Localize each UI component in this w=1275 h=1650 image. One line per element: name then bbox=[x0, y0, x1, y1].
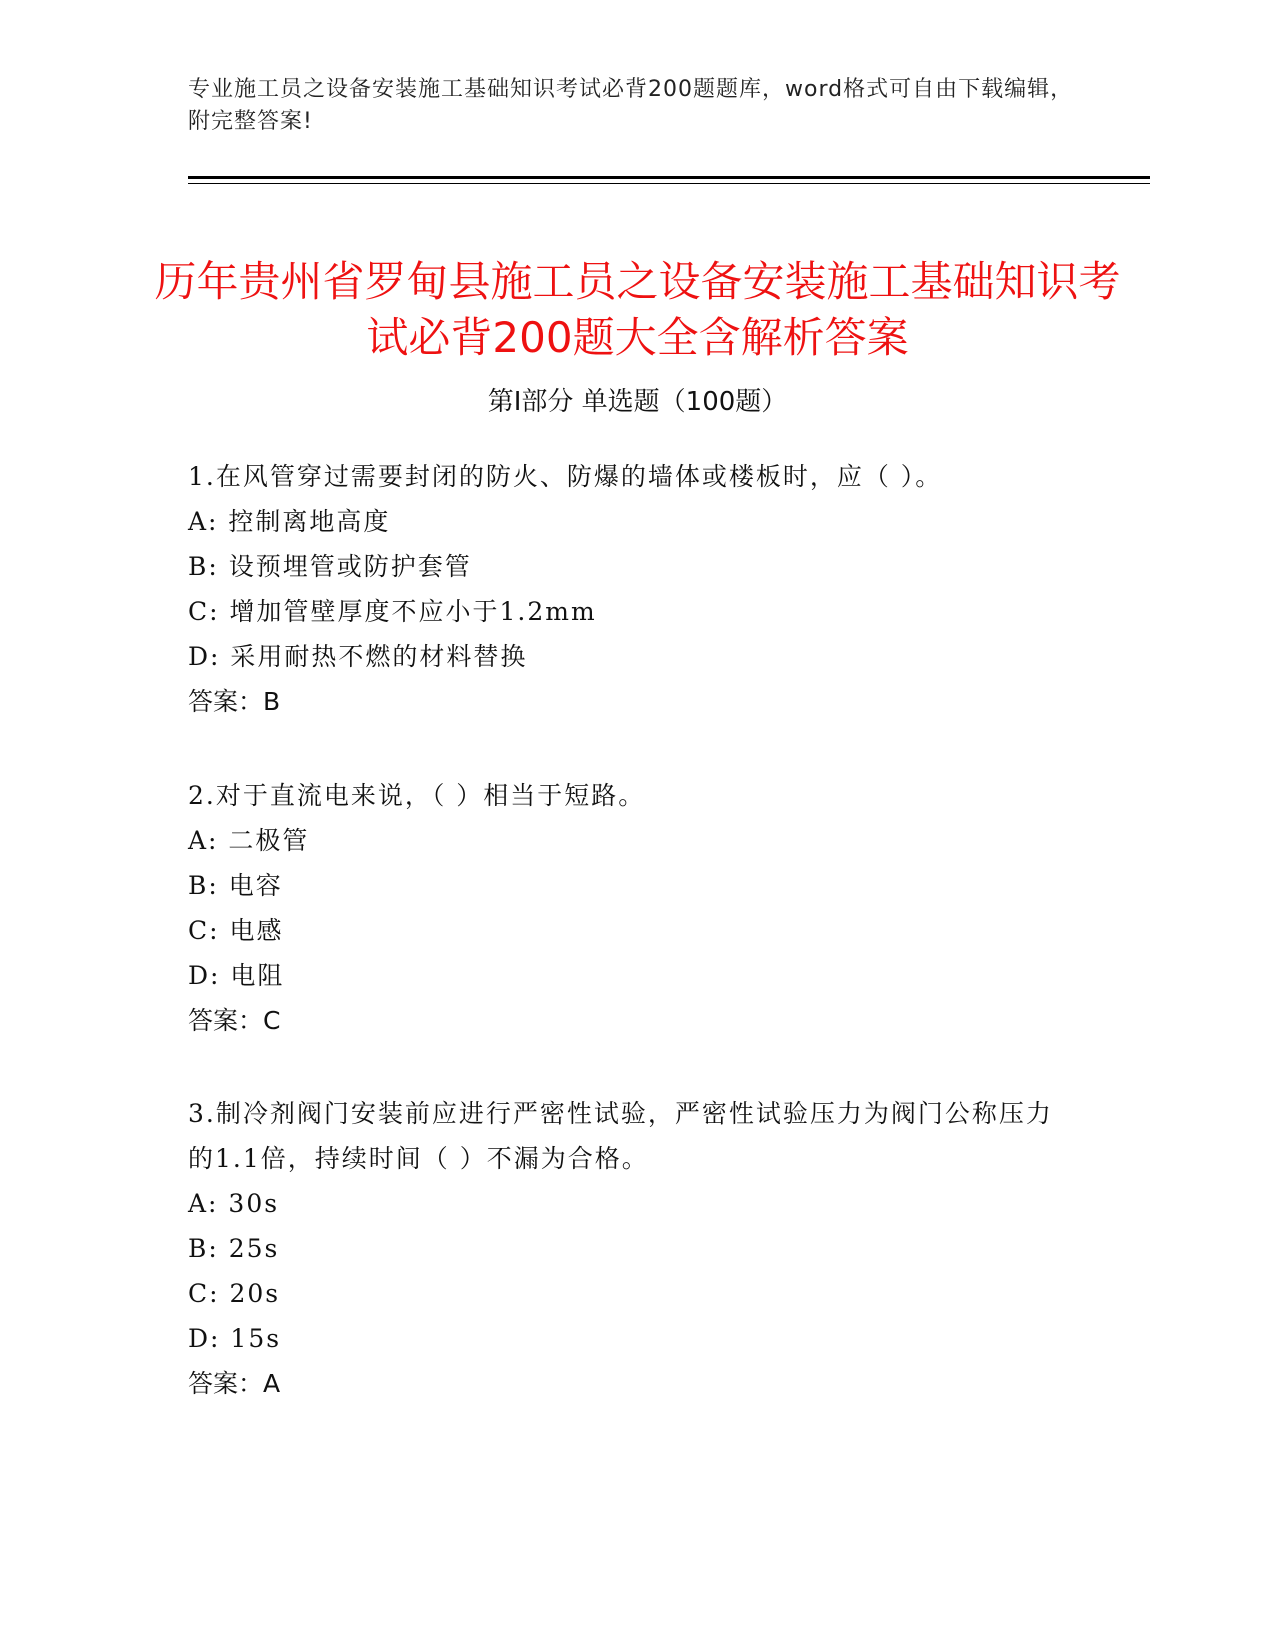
option-d: D: 15s bbox=[188, 1324, 282, 1353]
answer: 答案：B bbox=[188, 687, 281, 716]
option-c: C: 电感 bbox=[188, 916, 284, 945]
header-rule-thin bbox=[188, 183, 1150, 184]
option-b: B: 设预埋管或防护套管 bbox=[188, 552, 472, 581]
option-b: B: 电容 bbox=[188, 871, 283, 900]
answer: 答案：A bbox=[188, 1369, 281, 1398]
option-a: A: 30s bbox=[188, 1189, 280, 1218]
option-b: B: 25s bbox=[188, 1234, 280, 1263]
question-stem: 3.制冷剂阀门安装前应进行严密性试验，严密性试验压力为阀门公称压力的1.1倍，持续时间（ ）不漏为合格。 bbox=[188, 1099, 1053, 1173]
option-c: C: 20s bbox=[188, 1279, 281, 1308]
header-rule-thick bbox=[188, 176, 1150, 179]
option-c: C: 增加管壁厚度不应小于1.2mm bbox=[188, 597, 597, 626]
option-d: D: 电阻 bbox=[188, 961, 285, 990]
question-2 bbox=[188, 773, 1068, 1043]
section-heading: 第I部分 单选题（100题） bbox=[487, 387, 788, 417]
question-stem: 1.在风管穿过需要封闭的防火、防爆的墙体或楼板时，应（ ）。 bbox=[188, 462, 943, 491]
option-a: A: 二极管 bbox=[188, 826, 310, 855]
question-3 bbox=[188, 1091, 1068, 1406]
header-note: 专业施工员之设备安装施工基础知识考试必背200题题库，word格式可自由下载编辑，附完整答案! bbox=[188, 77, 1074, 134]
answer: 答案：C bbox=[188, 1006, 281, 1035]
option-d: D: 采用耐热不燃的材料替换 bbox=[188, 642, 528, 671]
option-a: A: 控制离地高度 bbox=[188, 507, 391, 536]
question-1 bbox=[188, 454, 1068, 724]
document-title: 历年贵州省罗甸县施工员之设备安装施工基础知识考试必背200题大全含解析答案 bbox=[154, 257, 1121, 363]
question-stem: 2.对于直流电来说，（ ）相当于短路。 bbox=[188, 781, 646, 810]
